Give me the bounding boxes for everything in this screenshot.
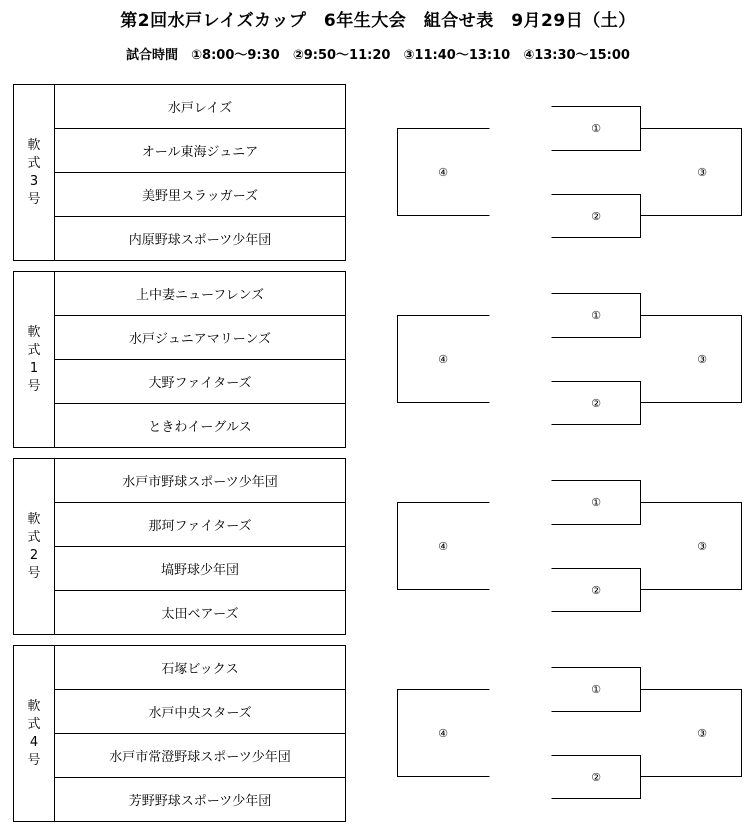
match-3-label: ③: [697, 540, 707, 553]
team-name: 水戸中央スターズ: [55, 690, 345, 734]
group-block: [0, 84, 756, 261]
team-name: 水戸市常澄野球スポーツ少年団: [55, 734, 345, 778]
page-title: 第2回水戸レイズカップ 6年生大会 組合せ表 9月29日（土）: [120, 11, 636, 31]
team-name: 太田ベアーズ: [161, 607, 239, 622]
match-1-label: ①: [591, 496, 601, 509]
court-char: 号: [27, 752, 41, 768]
court-char: 軟: [27, 698, 41, 714]
team-name: 上中妻ニューフレンズ: [55, 272, 345, 316]
court-char: 号: [27, 378, 41, 394]
tournament-bracket: [0, 84, 756, 261]
court-char: 1: [29, 360, 39, 376]
team-name: 那珂ファイターズ: [55, 503, 345, 547]
court-char: 軟: [27, 324, 41, 340]
team-name: 大野ファイターズ: [55, 360, 345, 404]
match-3-label: ③: [697, 353, 707, 366]
match-3-label: ③: [697, 166, 707, 179]
match-2-label: ②: [591, 210, 601, 223]
court-char: 3: [29, 173, 39, 189]
court-char: 号: [27, 565, 41, 581]
match-2-label: ②: [591, 771, 601, 784]
tournament-bracket: [0, 645, 756, 822]
court-char: 4: [29, 734, 39, 750]
team-name: 石塚ビックス: [55, 646, 345, 690]
match-4-label: ④: [438, 353, 448, 366]
match-1-label: ①: [591, 683, 601, 696]
court-char: 号: [27, 191, 41, 207]
team-name: 内原野球スポーツ少年団: [128, 233, 272, 248]
team-name: 水戸レイズ: [55, 85, 345, 129]
court-char: 2: [29, 547, 39, 563]
team-name: 塙野球少年団: [55, 547, 345, 591]
match-1-label: ①: [591, 122, 601, 135]
group-block: [0, 645, 756, 822]
match-2-label: ②: [591, 584, 601, 597]
match-4-label: ④: [438, 727, 448, 740]
match-4-label: ④: [438, 166, 448, 179]
court-char: 式: [27, 342, 41, 358]
match-3-label: ③: [697, 727, 707, 740]
match-4-label: ④: [438, 540, 448, 553]
match-1-label: ①: [591, 309, 601, 322]
team-name: ときわイーグルス: [148, 420, 252, 435]
court-char: 式: [27, 529, 41, 545]
team-name: オール東海ジュニア: [55, 129, 345, 173]
team-name: 水戸ジュニアマリーンズ: [55, 316, 345, 360]
court-char: 軟: [27, 511, 41, 527]
match-2-label: ②: [591, 397, 601, 410]
tournament-bracket: [0, 458, 756, 635]
group-block: [0, 458, 756, 635]
tournament-bracket: [0, 271, 756, 448]
team-name: 水戸市野球スポーツ少年団: [55, 459, 345, 503]
court-char: 式: [27, 155, 41, 171]
court-char: 軟: [27, 137, 41, 153]
match-schedule: 試合時間 ①8:00～9:30 ②9:50～11:20 ③11:40～13:10 ④13:30～15:00: [126, 48, 630, 63]
group-block: [0, 271, 756, 448]
team-name: 芳野野球スポーツ少年団: [128, 794, 272, 809]
team-name: 美野里スラッガーズ: [55, 173, 345, 217]
court-char: 式: [27, 716, 41, 732]
